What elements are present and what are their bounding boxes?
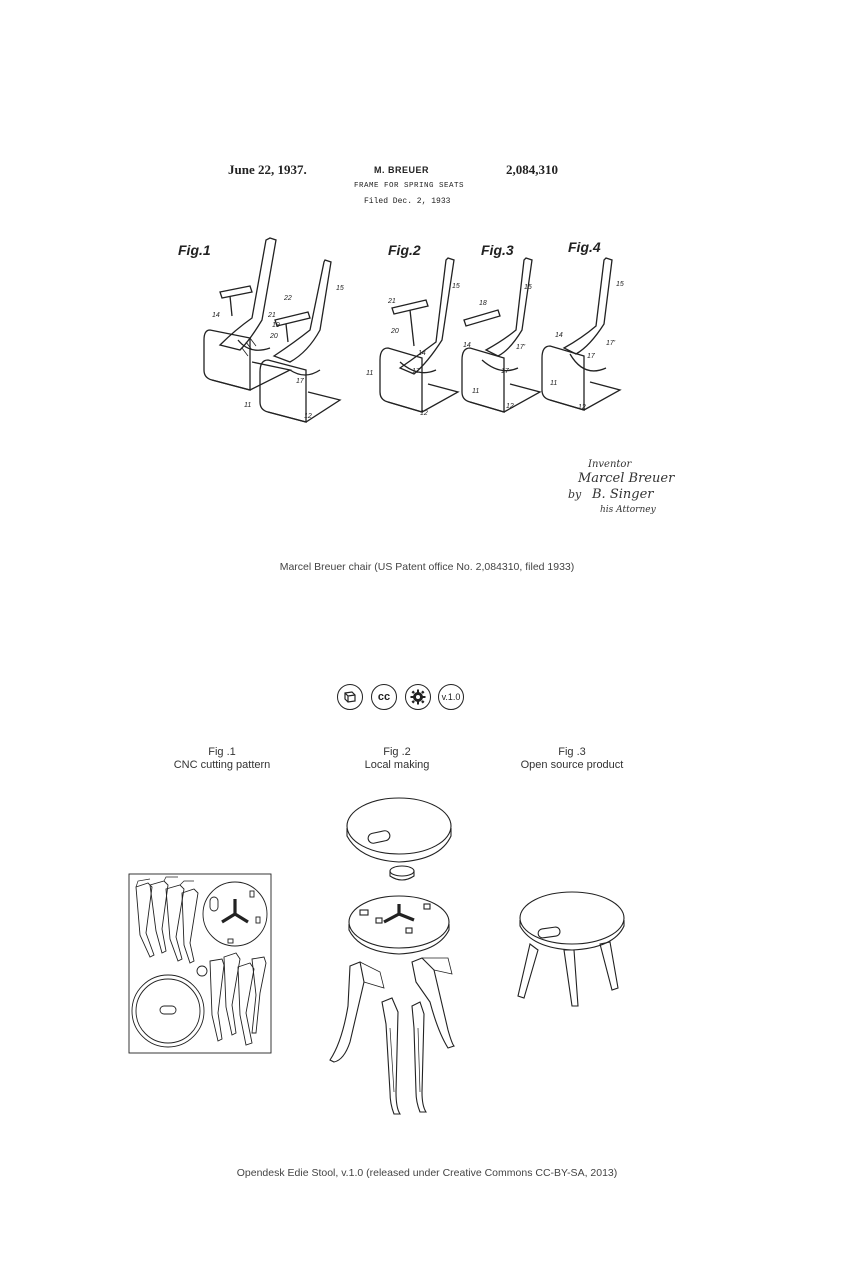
patent-numeral: 14 — [555, 332, 563, 339]
opendesk-fig1-caption: CNC cutting pattern — [173, 759, 271, 771]
patent-numeral: 15 — [616, 281, 624, 288]
exploded-stool-drawing — [320, 792, 480, 1122]
patent-fig2-label: Fig.2 — [388, 242, 421, 258]
patent-title: FRAME FOR SPRING SEATS — [354, 182, 465, 190]
opendesk-fig3-label: Fig .3 — [558, 746, 586, 758]
patent-numeral: 17 — [501, 368, 509, 375]
patent-fig4-label: Fig.4 — [568, 239, 601, 255]
opendesk-fig2-title — [297, 746, 497, 772]
patent-numeral: 11 — [550, 380, 558, 387]
patent-numeral: 15 — [452, 283, 460, 290]
patent-numeral: 20 — [270, 333, 278, 340]
signature-line: by — [568, 488, 582, 501]
opendesk-logo-icon — [337, 684, 363, 710]
patent-numeral: 22 — [284, 295, 292, 302]
open-source-gear-icon — [405, 684, 431, 710]
opendesk-fig1-title — [122, 746, 322, 772]
opendesk-fig3-caption: Open source product — [520, 759, 624, 771]
patent-numeral: 17' — [516, 344, 526, 351]
patent-numeral: 12 — [578, 404, 586, 411]
patent-numeral: 18 — [479, 300, 487, 307]
patent-fig1-label: Fig.1 — [178, 242, 211, 258]
patent-filed-date: Filed Dec. 2, 1933 — [364, 197, 451, 206]
patent-numeral: 12 — [506, 403, 514, 410]
patent-numeral: 12 — [304, 413, 312, 420]
patent-numeral: 15 — [336, 285, 344, 292]
patent-numeral: 17 — [587, 353, 595, 360]
opendesk-fig2-caption: Local making — [364, 759, 430, 771]
creative-commons-icon: cc — [371, 684, 397, 710]
patent-numeral: 14 — [418, 350, 426, 357]
opendesk-caption: Opendesk Edie Stool, v.1.0 (released under Creative Commons CC-BY-SA, 2013) — [236, 1167, 618, 1179]
patent-numeral: 11 — [472, 388, 480, 395]
patent-number: 2,084,310 — [506, 162, 558, 177]
patent-date: June 22, 1937. — [228, 162, 307, 177]
patent-fig1-drawing — [190, 230, 360, 430]
patent-numeral: 21 — [388, 298, 396, 305]
patent-numeral: 20 — [391, 328, 399, 335]
patent-caption: Marcel Breuer chair (US Patent office No. 2,084310, filed 1933) — [279, 561, 575, 573]
signature-line: B. Singer — [592, 487, 654, 502]
opendesk-fig3-title — [472, 746, 672, 772]
signature-line: Marcel Breuer — [578, 471, 675, 486]
patent-fig3-label: Fig.3 — [481, 242, 514, 258]
assembled-stool-drawing — [508, 882, 638, 1010]
patent-numeral: 17 — [296, 378, 304, 385]
patent-numeral: 11 — [244, 402, 252, 409]
patent-numeral: 14 — [463, 342, 471, 349]
patent-fig3-drawing — [452, 250, 542, 420]
signature-line: Inventor — [588, 459, 632, 470]
patent-numeral: 17' — [606, 340, 616, 347]
patent-numeral: 14 — [212, 312, 220, 319]
cnc-cutting-pattern-drawing — [128, 873, 272, 1055]
patent-numeral: 11 — [366, 370, 374, 377]
signature-line: his Attorney — [600, 505, 656, 515]
opendesk-fig1-label: Fig .1 — [208, 746, 236, 758]
patent-numeral: 15 — [524, 284, 532, 291]
patent-numeral: 12 — [420, 410, 428, 417]
patent-numeral: 17 — [412, 368, 420, 375]
patent-fig4-drawing — [534, 250, 634, 420]
version-badge: v.1.0 — [438, 684, 464, 710]
opendesk-fig2-label: Fig .2 — [383, 746, 411, 758]
patent-numeral: 21 — [268, 312, 276, 319]
patent-numeral: 19 — [272, 322, 280, 329]
patent-fig2-drawing — [370, 250, 460, 420]
patent-inventor: M. BREUER — [374, 165, 430, 175]
